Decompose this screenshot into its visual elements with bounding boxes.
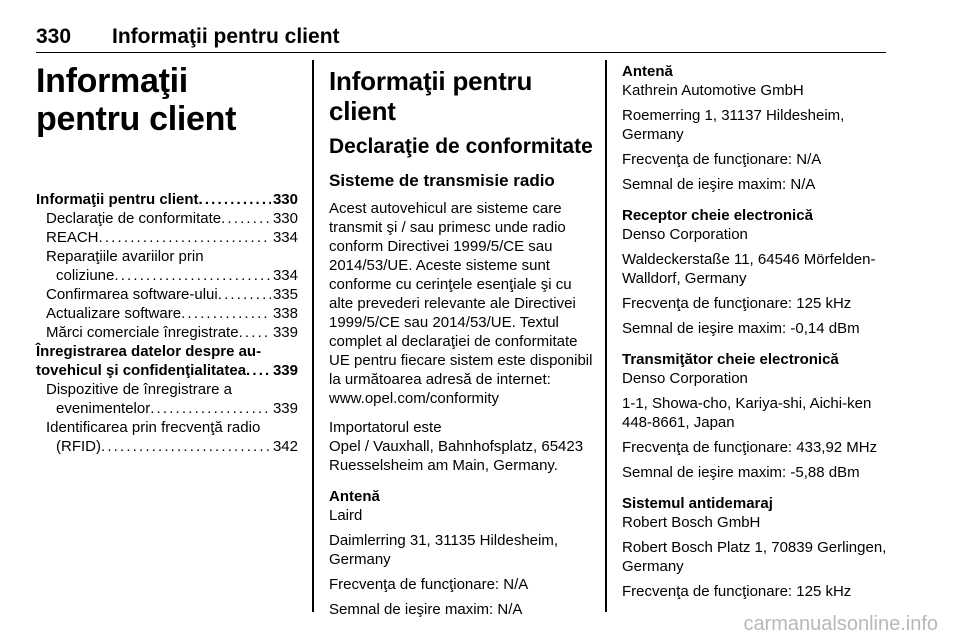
component-heading: Transmiţător cheie electronică [622, 351, 839, 368]
toc-label: Mărci comerciale înregistrate [46, 324, 239, 341]
toc-label: Informaţii pentru client [36, 191, 199, 208]
column-divider [605, 60, 607, 612]
toc-label: (RFID) [56, 438, 101, 455]
subsection-title: Declaraţie de conformitate [329, 135, 593, 158]
toc-label: Declaraţie de conformitate [46, 210, 222, 227]
toc-label: Dispozitive de înregistrare a [46, 381, 232, 398]
toc-entry[interactable] [36, 304, 298, 323]
toc-page: 330 [272, 191, 298, 208]
component-heading: Receptor cheie electronică [622, 207, 813, 224]
column-divider [312, 60, 314, 612]
chapter-title: Informaţii pentru client [36, 62, 237, 138]
toc-page: 338 [272, 305, 298, 322]
toc-leader [218, 285, 271, 304]
component-detail: Denso Corporation [622, 370, 748, 387]
component-detail: Robert Bosch GmbH [622, 514, 761, 531]
toc-page: 339 [272, 400, 298, 417]
component-detail: Frecvenţa de funcţionare: N/A [329, 576, 529, 593]
component-detail: Roemerring 1, 31137 Hildesheim, Germany [622, 107, 845, 143]
component-detail: Frecvenţa de funcţionare: N/A [622, 151, 822, 168]
watermark: carmanualsonline.info [743, 613, 938, 635]
component-detail: Kathrein Automotive GmbH [622, 82, 804, 99]
toc-label: Înregistrarea datelor despre au- [36, 343, 262, 360]
content-column-2 [329, 62, 595, 625]
paragraph: Acest autovehicul are sisteme care transmit şi / sau primesc unde radio conform Directivei 1999/5/CE sau 2014/53/UE. Aceste sisteme sunt conforme cu cerinţele esenţiale şi cu alte prevederi relevante ale Directivei 1999/5/CE sau 2014/53/UE. Textul complet al declaraţiei de conformitate UE pentru fiecare sistem este disponibil la următoarea adresă de internet: www.opel.com/conformity [329, 200, 593, 407]
toc-page: 334 [272, 229, 298, 246]
component-detail: Semnal de ieşire maxim: -0,14 dBm [622, 320, 860, 337]
component-detail: Semnal de ieşire maxim: N/A [329, 601, 523, 618]
toc-leader [181, 304, 271, 323]
toc-column [36, 62, 298, 456]
page-header [36, 20, 886, 53]
section-title: Informaţii pentru client [329, 66, 533, 126]
toc-entry[interactable] [36, 380, 298, 418]
component-detail: Semnal de ieşire maxim: N/A [622, 176, 816, 193]
running-title: Informaţii pentru client [112, 25, 340, 48]
toc-leader [239, 323, 271, 342]
toc-leader [101, 437, 271, 456]
component-heading: Antenă [329, 488, 380, 505]
toc-page: 330 [272, 210, 298, 227]
toc-label: tovehicul şi confidenţialitatea [36, 362, 247, 379]
toc-entry[interactable] [36, 209, 298, 228]
toc-leader [114, 266, 271, 285]
toc-label: REACH [46, 229, 99, 246]
component-detail: Semnal de ieşire maxim: -5,88 dBm [622, 464, 860, 481]
table-of-contents [36, 190, 298, 456]
component-detail: Denso Corporation [622, 226, 748, 243]
component-detail: Daimlerring 31, 31135 Hildesheim, Germany [329, 532, 558, 568]
toc-leader [199, 190, 271, 209]
toc-entry[interactable] [36, 323, 298, 342]
topic-title: Sisteme de transmisie radio [329, 171, 555, 190]
toc-page: 342 [272, 438, 298, 455]
importer-label: Importatorul este [329, 419, 442, 436]
component-detail: Frecvenţa de funcţionare: 125 kHz [622, 583, 852, 600]
toc-label: Identificarea prin frecvenţă radio [46, 419, 261, 436]
component-detail: Laird [329, 507, 363, 524]
page-number: 330 [36, 25, 72, 48]
toc-entry[interactable] [36, 228, 298, 247]
component-sections [622, 62, 892, 601]
toc-label: Actualizare software [46, 305, 182, 322]
toc-page: 339 [272, 362, 298, 379]
component-heading: Sistemul antidemaraj [622, 495, 773, 512]
component-detail: 1-1, Showa-cho, Kariya-shi, Aichi-ken 448-8661, Japan [622, 395, 872, 431]
toc-entry[interactable] [36, 190, 298, 209]
toc-page: 339 [272, 324, 298, 341]
toc-leader [99, 228, 271, 247]
toc-leader [150, 399, 271, 418]
content-column-3 [622, 62, 892, 607]
toc-entry[interactable] [36, 418, 298, 456]
component-detail: Frecvenţa de funcţionare: 433,92 MHz [622, 439, 878, 456]
component-detail: Waldeckerstaße 11, 64546 Mörfelden-Walldorf, Germany [622, 251, 876, 287]
component-heading: Antenă [622, 63, 673, 80]
importer-address: Opel / Vauxhall, Bahnhofsplatz, 65423 Ruesselsheim am Main, Germany. [329, 438, 584, 474]
toc-label: coliziune [56, 267, 115, 284]
toc-leader [221, 209, 271, 228]
toc-page: 334 [272, 267, 298, 284]
toc-entry[interactable] [36, 285, 298, 304]
toc-page: 335 [272, 286, 298, 303]
component-detail: Frecvenţa de funcţionare: 125 kHz [622, 295, 852, 312]
component-detail: Robert Bosch Platz 1, 70839 Gerlingen, Germany [622, 539, 887, 575]
toc-entry[interactable] [36, 342, 298, 380]
toc-label: evenimentelor [56, 400, 151, 417]
component-sections [329, 487, 595, 619]
toc-entry[interactable] [36, 247, 298, 285]
toc-leader [246, 361, 271, 380]
toc-label: Confirmarea software-ului [46, 286, 218, 303]
toc-label: Reparaţiile avariilor prin [46, 248, 204, 265]
